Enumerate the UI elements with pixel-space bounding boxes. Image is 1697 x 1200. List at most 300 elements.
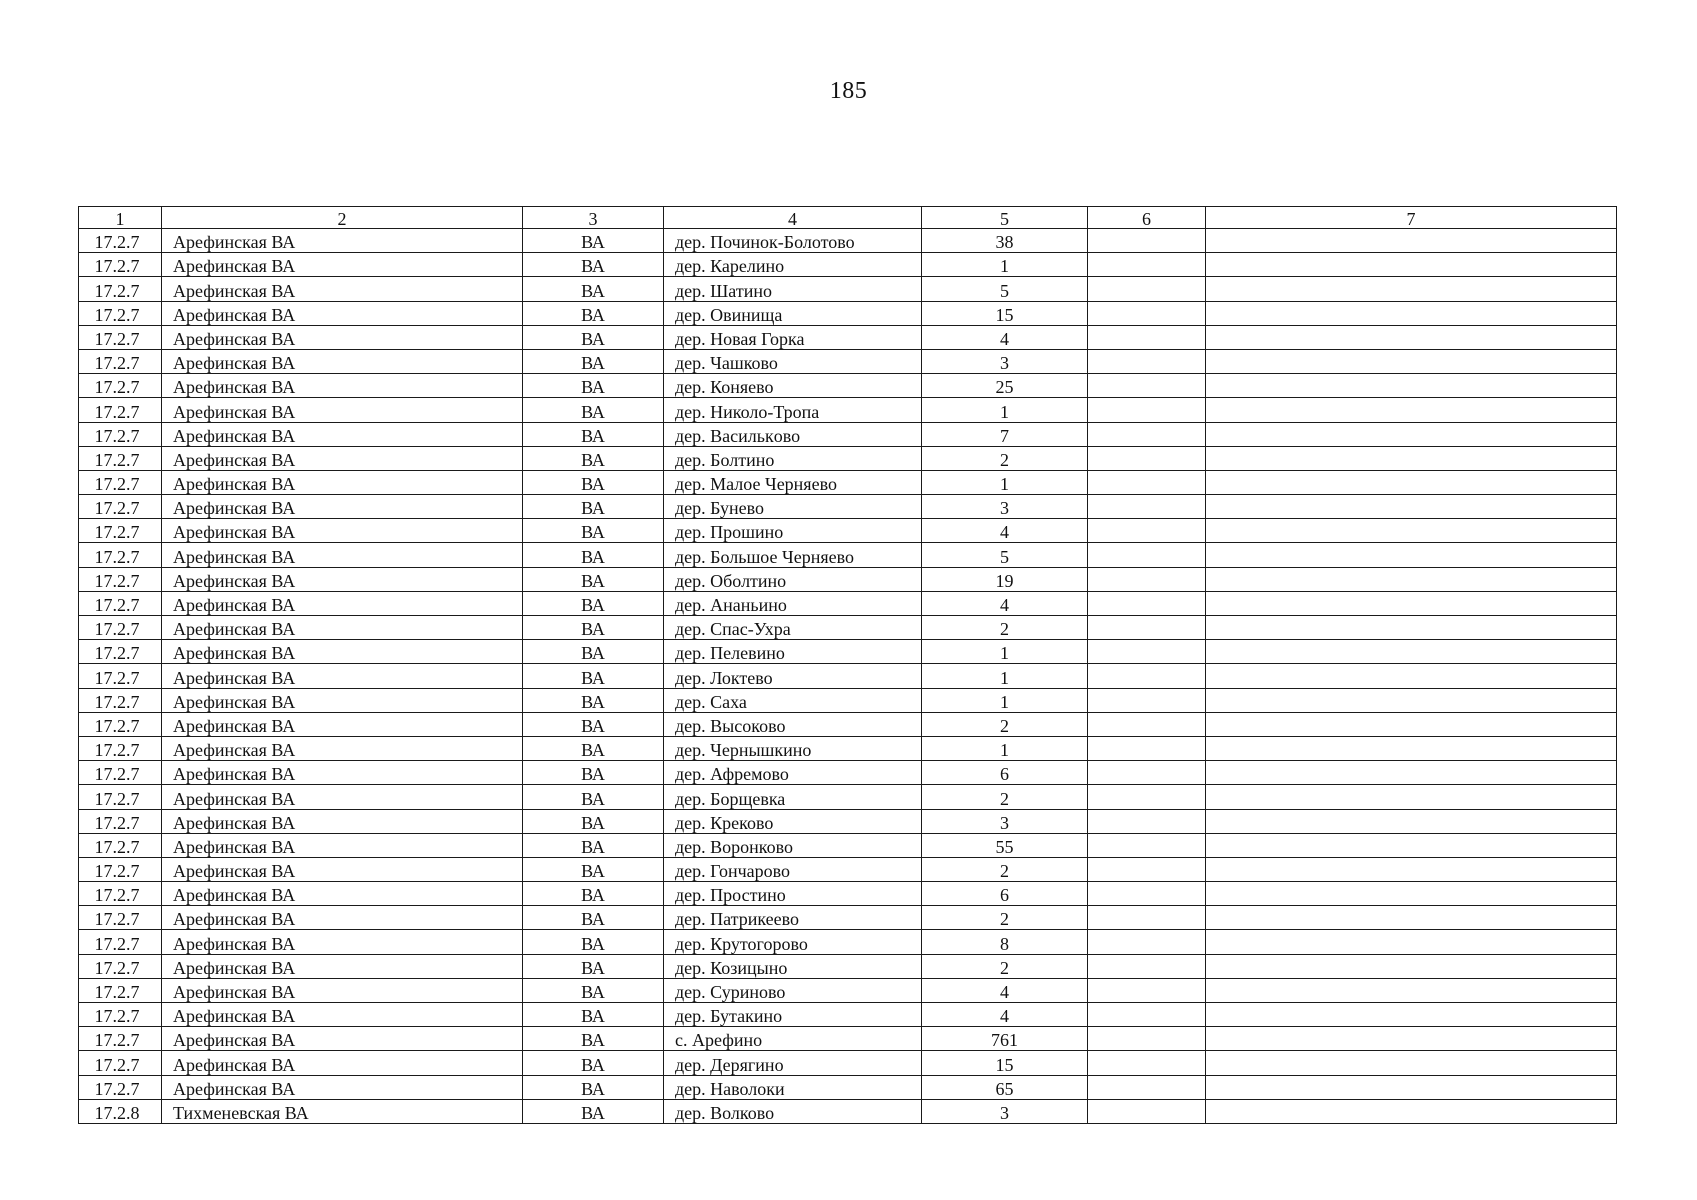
cell-settlement: дер. Воронково	[664, 833, 922, 857]
cell-col-6	[1088, 422, 1206, 446]
table-row	[79, 519, 1617, 543]
settlement-table	[78, 206, 1617, 1124]
cell-count: 2	[922, 712, 1088, 736]
cell-settlement: дер. Овинища	[664, 301, 922, 325]
cell-type: ВА	[523, 616, 664, 640]
cell-admin-name: Арефинская ВА	[162, 930, 523, 954]
cell-type: ВА	[523, 543, 664, 567]
cell-col-6	[1088, 930, 1206, 954]
cell-admin-name: Арефинская ВА	[162, 495, 523, 519]
cell-col-7	[1206, 640, 1617, 664]
cell-type: ВА	[523, 1099, 664, 1123]
cell-code: 17.2.7	[79, 857, 162, 881]
cell-admin-name: Арефинская ВА	[162, 1075, 523, 1099]
cell-col-6	[1088, 325, 1206, 349]
cell-type: ВА	[523, 374, 664, 398]
cell-type: ВА	[523, 785, 664, 809]
cell-type: ВА	[523, 954, 664, 978]
table-row	[79, 567, 1617, 591]
cell-col-7	[1206, 857, 1617, 881]
cell-type: ВА	[523, 640, 664, 664]
table-row	[79, 833, 1617, 857]
cell-type: ВА	[523, 664, 664, 688]
table-row	[79, 978, 1617, 1002]
table-row	[79, 1075, 1617, 1099]
col-6-header: 6	[1088, 207, 1206, 229]
cell-col-6	[1088, 640, 1206, 664]
cell-settlement: дер. Патрикеево	[664, 906, 922, 930]
cell-code: 17.2.7	[79, 930, 162, 954]
table-row	[79, 543, 1617, 567]
cell-col-7	[1206, 978, 1617, 1002]
cell-col-7	[1206, 495, 1617, 519]
cell-settlement: дер. Козицыно	[664, 954, 922, 978]
header-row	[79, 207, 1617, 229]
cell-settlement: дер. Крутогорово	[664, 930, 922, 954]
cell-col-6	[1088, 1099, 1206, 1123]
col-5-header: 5	[922, 207, 1088, 229]
cell-admin-name: Арефинская ВА	[162, 809, 523, 833]
cell-count: 6	[922, 761, 1088, 785]
cell-col-6	[1088, 229, 1206, 253]
cell-code: 17.2.7	[79, 785, 162, 809]
table-row	[79, 930, 1617, 954]
table-row	[79, 1027, 1617, 1051]
table-row	[79, 954, 1617, 978]
cell-col-7	[1206, 1051, 1617, 1075]
cell-code: 17.2.7	[79, 349, 162, 373]
cell-admin-name: Арефинская ВА	[162, 736, 523, 760]
cell-col-6	[1088, 1075, 1206, 1099]
cell-settlement: дер. Василькoво	[664, 422, 922, 446]
cell-settlement: дер. Новая Горка	[664, 325, 922, 349]
cell-admin-name: Арефинская ВА	[162, 325, 523, 349]
table-row	[79, 882, 1617, 906]
cell-col-7	[1206, 470, 1617, 494]
table-row	[79, 1099, 1617, 1123]
cell-settlement: дер. Карелино	[664, 253, 922, 277]
cell-count: 1	[922, 398, 1088, 422]
cell-count: 4	[922, 325, 1088, 349]
cell-type: ВА	[523, 422, 664, 446]
cell-count: 3	[922, 1099, 1088, 1123]
cell-code: 17.2.7	[79, 1027, 162, 1051]
cell-count: 2	[922, 785, 1088, 809]
cell-count: 7	[922, 422, 1088, 446]
cell-col-7	[1206, 688, 1617, 712]
cell-admin-name: Арефинская ВА	[162, 1003, 523, 1027]
cell-col-6	[1088, 349, 1206, 373]
cell-col-7	[1206, 954, 1617, 978]
cell-type: ВА	[523, 519, 664, 543]
cell-count: 4	[922, 519, 1088, 543]
table-row	[79, 616, 1617, 640]
cell-settlement: дер. Прошино	[664, 519, 922, 543]
cell-col-7	[1206, 374, 1617, 398]
cell-type: ВА	[523, 1027, 664, 1051]
cell-code: 17.2.7	[79, 519, 162, 543]
cell-code: 17.2.7	[79, 1003, 162, 1027]
cell-settlement: дер. Простино	[664, 882, 922, 906]
cell-col-6	[1088, 882, 1206, 906]
cell-col-7	[1206, 398, 1617, 422]
cell-count: 15	[922, 301, 1088, 325]
cell-admin-name: Арефинская ВА	[162, 785, 523, 809]
cell-settlement: дер. Малое Черняево	[664, 470, 922, 494]
cell-count: 6	[922, 882, 1088, 906]
cell-count: 4	[922, 978, 1088, 1002]
cell-col-7	[1206, 785, 1617, 809]
cell-col-7	[1206, 229, 1617, 253]
cell-col-7	[1206, 736, 1617, 760]
cell-count: 4	[922, 591, 1088, 615]
cell-type: ВА	[523, 809, 664, 833]
cell-code: 17.2.7	[79, 422, 162, 446]
cell-admin-name: Арефинская ВА	[162, 857, 523, 881]
cell-type: ВА	[523, 712, 664, 736]
cell-code: 17.2.7	[79, 567, 162, 591]
cell-type: ВА	[523, 882, 664, 906]
cell-type: ВА	[523, 567, 664, 591]
cell-col-7	[1206, 519, 1617, 543]
cell-settlement: дер. Шатино	[664, 277, 922, 301]
cell-admin-name: Арефинская ВА	[162, 954, 523, 978]
cell-col-6	[1088, 1003, 1206, 1027]
table-row	[79, 495, 1617, 519]
cell-code: 17.2.7	[79, 1075, 162, 1099]
cell-settlement: дер. Афремово	[664, 761, 922, 785]
cell-code: 17.2.7	[79, 446, 162, 470]
cell-type: ВА	[523, 277, 664, 301]
cell-col-6	[1088, 1027, 1206, 1051]
cell-col-6	[1088, 712, 1206, 736]
cell-code: 17.2.7	[79, 470, 162, 494]
cell-count: 2	[922, 616, 1088, 640]
cell-count: 761	[922, 1027, 1088, 1051]
table-row	[79, 446, 1617, 470]
table-row	[79, 761, 1617, 785]
cell-col-6	[1088, 277, 1206, 301]
cell-admin-name: Арефинская ВА	[162, 882, 523, 906]
cell-type: ВА	[523, 688, 664, 712]
cell-settlement: дер. Большое Черняево	[664, 543, 922, 567]
col-2-header: 2	[162, 207, 523, 229]
cell-admin-name: Арефинская ВА	[162, 664, 523, 688]
cell-type: ВА	[523, 325, 664, 349]
cell-type: ВА	[523, 1075, 664, 1099]
cell-code: 17.2.7	[79, 809, 162, 833]
cell-count: 2	[922, 446, 1088, 470]
cell-col-7	[1206, 349, 1617, 373]
cell-col-6	[1088, 664, 1206, 688]
table-row	[79, 688, 1617, 712]
cell-code: 17.2.7	[79, 640, 162, 664]
cell-settlement: дер. Суриново	[664, 978, 922, 1002]
cell-type: ВА	[523, 301, 664, 325]
cell-admin-name: Арефинская ВА	[162, 591, 523, 615]
cell-type: ВА	[523, 833, 664, 857]
cell-code: 17.2.7	[79, 277, 162, 301]
cell-admin-name: Арефинская ВА	[162, 422, 523, 446]
cell-admin-name: Арефинская ВА	[162, 712, 523, 736]
cell-settlement: дер. Николо-Тропа	[664, 398, 922, 422]
cell-count: 3	[922, 809, 1088, 833]
cell-settlement: дер. Локтево	[664, 664, 922, 688]
cell-admin-name: Арефинская ВА	[162, 833, 523, 857]
cell-admin-name: Арефинская ВА	[162, 1051, 523, 1075]
cell-col-7	[1206, 543, 1617, 567]
col-7-header: 7	[1206, 207, 1617, 229]
cell-settlement: дер. Высоково	[664, 712, 922, 736]
cell-count: 1	[922, 253, 1088, 277]
cell-col-7	[1206, 422, 1617, 446]
cell-admin-name: Арефинская ВА	[162, 640, 523, 664]
col-1-header: 1	[79, 207, 162, 229]
table-row	[79, 712, 1617, 736]
table-row	[79, 640, 1617, 664]
cell-settlement: дер. Гончарово	[664, 857, 922, 881]
cell-code: 17.2.7	[79, 616, 162, 640]
cell-col-6	[1088, 398, 1206, 422]
cell-admin-name: Арефинская ВА	[162, 446, 523, 470]
cell-col-6	[1088, 591, 1206, 615]
cell-col-6	[1088, 736, 1206, 760]
cell-code: 17.2.7	[79, 688, 162, 712]
cell-count: 1	[922, 736, 1088, 760]
cell-admin-name: Арефинская ВА	[162, 761, 523, 785]
cell-col-7	[1206, 664, 1617, 688]
cell-type: ВА	[523, 1003, 664, 1027]
cell-col-7	[1206, 301, 1617, 325]
cell-settlement: дер. Креково	[664, 809, 922, 833]
cell-count: 1	[922, 640, 1088, 664]
cell-settlement: дер. Починок-Болотово	[664, 229, 922, 253]
cell-type: ВА	[523, 761, 664, 785]
cell-code: 17.2.7	[79, 543, 162, 567]
cell-col-6	[1088, 543, 1206, 567]
cell-count: 38	[922, 229, 1088, 253]
table-row	[79, 422, 1617, 446]
cell-code: 17.2.7	[79, 374, 162, 398]
table-row	[79, 277, 1617, 301]
table-row	[79, 857, 1617, 881]
cell-col-6	[1088, 761, 1206, 785]
cell-code: 17.2.7	[79, 229, 162, 253]
cell-code: 17.2.7	[79, 1051, 162, 1075]
cell-admin-name: Арефинская ВА	[162, 1027, 523, 1051]
cell-settlement: дер. Ананьино	[664, 591, 922, 615]
table-row	[79, 470, 1617, 494]
cell-count: 65	[922, 1075, 1088, 1099]
cell-settlement: дер. Бутакино	[664, 1003, 922, 1027]
table-row	[79, 736, 1617, 760]
cell-type: ВА	[523, 253, 664, 277]
table-row	[79, 349, 1617, 373]
cell-col-7	[1206, 930, 1617, 954]
cell-col-6	[1088, 567, 1206, 591]
table-row	[79, 374, 1617, 398]
table-row	[79, 1051, 1617, 1075]
cell-admin-name: Арефинская ВА	[162, 301, 523, 325]
cell-count: 3	[922, 349, 1088, 373]
cell-count: 3	[922, 495, 1088, 519]
page-number: 185	[829, 78, 868, 104]
cell-admin-name: Арефинская ВА	[162, 349, 523, 373]
cell-col-6	[1088, 785, 1206, 809]
cell-count: 2	[922, 906, 1088, 930]
table-row	[79, 229, 1617, 253]
cell-col-7	[1206, 446, 1617, 470]
table-row	[79, 1003, 1617, 1027]
cell-col-6	[1088, 301, 1206, 325]
cell-type: ВА	[523, 591, 664, 615]
cell-settlement: дер. Дерягино	[664, 1051, 922, 1075]
cell-settlement: дер. Саха	[664, 688, 922, 712]
cell-settlement: с. Арефино	[664, 1027, 922, 1051]
col-4-header: 4	[664, 207, 922, 229]
cell-code: 17.2.7	[79, 833, 162, 857]
cell-admin-name: Арефинская ВА	[162, 543, 523, 567]
cell-code: 17.2.7	[79, 761, 162, 785]
cell-col-6	[1088, 253, 1206, 277]
cell-count: 25	[922, 374, 1088, 398]
col-3-header: 3	[523, 207, 664, 229]
cell-count: 8	[922, 930, 1088, 954]
cell-admin-name: Арефинская ВА	[162, 253, 523, 277]
cell-code: 17.2.7	[79, 301, 162, 325]
cell-code: 17.2.7	[79, 495, 162, 519]
cell-code: 17.2.7	[79, 664, 162, 688]
cell-admin-name: Арефинская ВА	[162, 567, 523, 591]
cell-col-7	[1206, 809, 1617, 833]
cell-admin-name: Арефинская ВА	[162, 519, 523, 543]
cell-type: ВА	[523, 930, 664, 954]
cell-col-7	[1206, 882, 1617, 906]
cell-code: 17.2.7	[79, 591, 162, 615]
cell-col-6	[1088, 857, 1206, 881]
cell-col-6	[1088, 809, 1206, 833]
cell-col-6	[1088, 495, 1206, 519]
cell-col-7	[1206, 833, 1617, 857]
cell-count: 1	[922, 688, 1088, 712]
cell-type: ВА	[523, 495, 664, 519]
cell-count: 15	[922, 1051, 1088, 1075]
cell-type: ВА	[523, 446, 664, 470]
cell-count: 5	[922, 277, 1088, 301]
cell-type: ВА	[523, 470, 664, 494]
cell-settlement: дер. Наволоки	[664, 1075, 922, 1099]
cell-count: 55	[922, 833, 1088, 857]
cell-code: 17.2.7	[79, 325, 162, 349]
cell-admin-name: Арефинская ВА	[162, 470, 523, 494]
cell-code: 17.2.7	[79, 882, 162, 906]
cell-settlement: дер. Пелевино	[664, 640, 922, 664]
cell-admin-name: Арефинская ВА	[162, 978, 523, 1002]
cell-code: 17.2.7	[79, 954, 162, 978]
table-row	[79, 785, 1617, 809]
cell-col-6	[1088, 906, 1206, 930]
cell-admin-name: Арефинская ВА	[162, 616, 523, 640]
cell-type: ВА	[523, 906, 664, 930]
table-row	[79, 809, 1617, 833]
cell-col-6	[1088, 978, 1206, 1002]
cell-col-7	[1206, 1099, 1617, 1123]
cell-type: ВА	[523, 229, 664, 253]
cell-col-7	[1206, 253, 1617, 277]
cell-col-7	[1206, 277, 1617, 301]
cell-type: ВА	[523, 857, 664, 881]
cell-col-7	[1206, 1003, 1617, 1027]
cell-col-7	[1206, 591, 1617, 615]
table-body	[79, 229, 1617, 1124]
cell-col-7	[1206, 1027, 1617, 1051]
cell-col-7	[1206, 712, 1617, 736]
cell-settlement: дер. Борщевка	[664, 785, 922, 809]
cell-code: 17.2.7	[79, 253, 162, 277]
cell-admin-name: Арефинская ВА	[162, 277, 523, 301]
cell-code: 17.2.7	[79, 906, 162, 930]
cell-settlement: дер. Чернышкино	[664, 736, 922, 760]
cell-col-6	[1088, 519, 1206, 543]
cell-admin-name: Тихменевская ВА	[162, 1099, 523, 1123]
cell-type: ВА	[523, 736, 664, 760]
table-row	[79, 301, 1617, 325]
cell-col-6	[1088, 688, 1206, 712]
cell-code: 17.2.8	[79, 1099, 162, 1123]
cell-code: 17.2.7	[79, 736, 162, 760]
table-header	[79, 207, 1617, 229]
cell-settlement: дер. Болтино	[664, 446, 922, 470]
cell-col-6	[1088, 833, 1206, 857]
table-row	[79, 591, 1617, 615]
cell-col-7	[1206, 906, 1617, 930]
cell-col-6	[1088, 374, 1206, 398]
cell-admin-name: Арефинская ВА	[162, 688, 523, 712]
cell-col-6	[1088, 616, 1206, 640]
cell-settlement: дер. Бунево	[664, 495, 922, 519]
cell-admin-name: Арефинская ВА	[162, 398, 523, 422]
cell-col-7	[1206, 567, 1617, 591]
cell-col-7	[1206, 1075, 1617, 1099]
cell-settlement: дер. Спас-Ухра	[664, 616, 922, 640]
cell-type: ВА	[523, 978, 664, 1002]
cell-col-7	[1206, 616, 1617, 640]
cell-count: 1	[922, 664, 1088, 688]
cell-admin-name: Арефинская ВА	[162, 229, 523, 253]
table-row	[79, 398, 1617, 422]
cell-count: 1	[922, 470, 1088, 494]
cell-settlement: дер. Волково	[664, 1099, 922, 1123]
table-row	[79, 906, 1617, 930]
cell-col-6	[1088, 470, 1206, 494]
cell-count: 19	[922, 567, 1088, 591]
cell-code: 17.2.7	[79, 712, 162, 736]
settlement-table-wrapper	[78, 206, 1616, 1124]
cell-count: 2	[922, 954, 1088, 978]
cell-admin-name: Арефинская ВА	[162, 374, 523, 398]
cell-count: 4	[922, 1003, 1088, 1027]
cell-settlement: дер. Коняево	[664, 374, 922, 398]
table-row	[79, 253, 1617, 277]
cell-col-6	[1088, 1051, 1206, 1075]
cell-count: 5	[922, 543, 1088, 567]
cell-settlement: дер. Оболтино	[664, 567, 922, 591]
cell-type: ВА	[523, 1051, 664, 1075]
table-row	[79, 325, 1617, 349]
cell-code: 17.2.7	[79, 398, 162, 422]
cell-col-6	[1088, 446, 1206, 470]
cell-admin-name: Арефинская ВА	[162, 906, 523, 930]
